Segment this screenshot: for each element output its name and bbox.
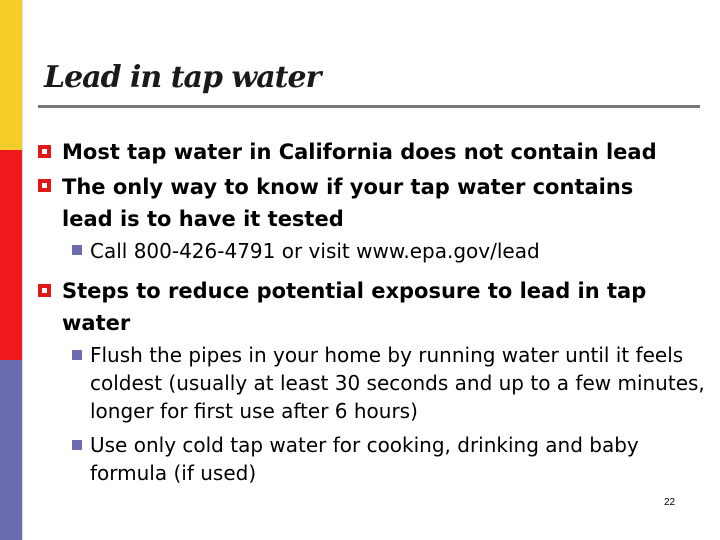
square-bullet-icon [38, 284, 51, 297]
small-square-bullet-icon [72, 245, 82, 255]
bullet-use-cold-water: Use only cold tap water for cooking, drinking and baby formula (if used) [90, 433, 639, 485]
bullet-most-tap-water: Most tap water in California does not contain lead [62, 140, 657, 164]
page-number: 22 [664, 497, 676, 508]
small-square-bullet-icon [72, 350, 82, 360]
bullet-steps-to-reduce: Steps to reduce potential exposure to lead in tap water [62, 279, 647, 335]
slide-title: Lead in tap water [44, 60, 321, 95]
side-bar-yellow [0, 0, 22, 150]
title-underline [38, 105, 700, 108]
side-bar-red [0, 150, 22, 360]
bullet-flush-pipes: Flush the pipes in your home by running water until it feels coldest (usually at least 30 seconds and up to a few minutes, longer for first use after 6 hours) [90, 343, 705, 423]
bullet-call-epa: Call 800-426-4791 or visit www.epa.gov/lead [90, 239, 540, 263]
bullet-only-way-to-know: The only way to know if your tap water contains lead is to have it tested [62, 175, 634, 231]
side-bar-purple [0, 360, 22, 540]
square-bullet-icon [38, 145, 51, 158]
small-square-bullet-icon [72, 440, 82, 450]
side-bar-divider [22, 0, 23, 540]
square-bullet-icon [38, 179, 51, 192]
